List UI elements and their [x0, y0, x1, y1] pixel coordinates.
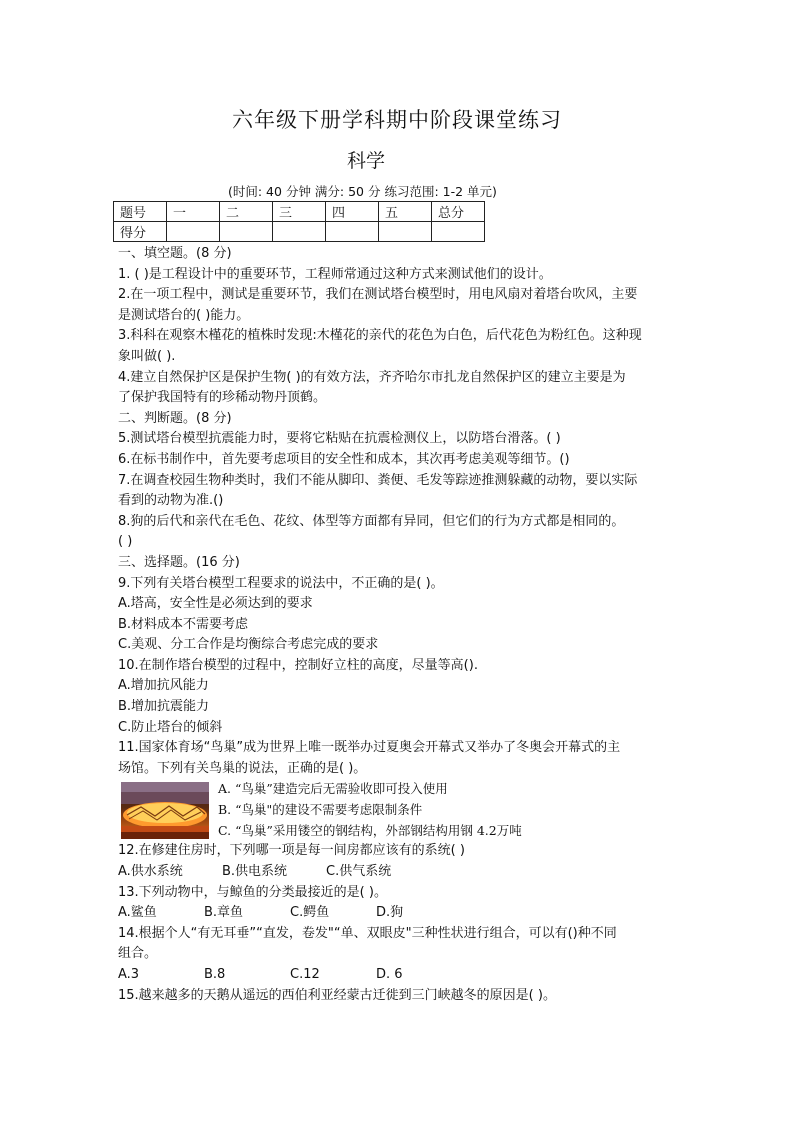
question-4: 4.建立自然保护区是保护生物( )的有效方法，齐齐哈尔市扎龙自然保护区的建立主要是为	[118, 369, 626, 385]
option: B.章鱼	[204, 905, 244, 921]
option: C. “鸟巢”采用镂空的钢结构，外部钢结构用钢 4.2万吨	[218, 822, 522, 838]
question-8-cont: ( )	[118, 534, 133, 550]
option: D. 6	[376, 967, 403, 982]
exam-content	[118, 244, 678, 1006]
option: B. “鸟巢"的建设不需要考虑限制条件	[218, 802, 423, 818]
option: A.增加抗风能力	[118, 678, 209, 694]
question-12: 12.在修建住房时，下列哪一项是每一间房都应该有的系统( )	[118, 843, 465, 859]
bird-nest-options	[218, 779, 522, 841]
question-7-cont: 看到的动物为准.()	[118, 493, 224, 509]
stadium-illustration	[121, 782, 209, 839]
option: D.狗	[376, 905, 404, 921]
section-heading: 二、判断题。(8 分)	[118, 410, 232, 426]
option: A. “鸟巢”建造完后无需验收即可投入使用	[218, 781, 448, 797]
exam-meta: (时间: 40 分钟 满分: 50 分 练习范围: 1-2 单元)	[228, 184, 497, 199]
question-3-cont: 象叫做( ).	[118, 348, 176, 364]
option: B.材料成本不需要考虑	[118, 616, 249, 632]
question-11: 11.国家体育场“鸟巢”成为世界上唯一既举办过夏奥会开幕式又举办了冬奥会开幕式的主	[118, 740, 621, 756]
question-15: 15.越来越多的天鹅从遥远的西伯利亚经蒙古迁徙到三门峡越冬的原因是( )。	[118, 987, 556, 1003]
option: B.增加抗震能力	[118, 699, 210, 715]
question-7: 7.在调查校园生物种类时，我们不能从脚印、粪便、毛发等踪迹推测躲藏的动物，要以实际	[118, 472, 638, 488]
section-heading: 一、填空题。(8 分)	[118, 246, 232, 261]
score-header-cell: 五	[379, 202, 432, 222]
question-12-options	[118, 862, 678, 883]
option: A.鲨鱼	[118, 905, 157, 921]
exam-title: 六年级下册学科期中阶段课堂练习	[232, 108, 562, 132]
question-6: 6.在标书制作中，首先要考虑项目的安全性和成本，其次再考虑美观等细节。()	[118, 451, 570, 467]
option: A.3	[118, 967, 140, 982]
section-heading: 三、选择题。(16 分)	[118, 554, 240, 570]
score-header-row	[114, 202, 485, 222]
option: C.12	[290, 967, 320, 982]
question-10: 10.在制作塔台模型的过程中，控制好立柱的高度，尽量等高().	[118, 657, 478, 673]
score-cell[interactable]	[273, 222, 326, 242]
question-2-cont: 是测试塔台的( )能力。	[118, 307, 250, 323]
option: A.塔高，安全性是必须达到的要求	[118, 596, 313, 612]
option: B.8	[204, 967, 226, 982]
question-9: 9.下列有关塔台模型工程要求的说法中，不正确的是( )。	[118, 575, 444, 591]
score-header-cell: 题号	[114, 202, 167, 222]
option: A.供水系统	[118, 864, 183, 880]
bird-nest-question-block	[118, 779, 678, 841]
option: C.鳄鱼	[290, 905, 330, 921]
score-row	[114, 222, 485, 242]
score-header-cell: 二	[220, 202, 273, 222]
score-header-cell: 一	[167, 202, 220, 222]
score-cell[interactable]	[379, 222, 432, 242]
score-cell[interactable]	[326, 222, 379, 242]
question-14-options	[118, 965, 678, 986]
question-13-options	[118, 903, 678, 924]
bird-nest-stadium-image	[121, 782, 209, 839]
question-13: 13.下列动物中，与鲸鱼的分类最接近的是( )。	[118, 884, 387, 900]
subject-title: 科学	[346, 150, 385, 172]
score-table	[113, 201, 485, 242]
score-cell[interactable]	[220, 222, 273, 242]
score-header-cell: 总分	[432, 202, 485, 222]
question-5: 5.测试塔台模型抗震能力时，要将它粘贴在抗震检测仪上，以防塔台滑落。( )	[118, 431, 561, 447]
option: C.防止塔台的倾斜	[118, 719, 223, 735]
question-3: 3.科科在观察木槿花的植株时发现:木槿花的亲代的花色为白色，后代花色为粉红色。这种现	[118, 328, 642, 344]
option: C.供气系统	[326, 864, 392, 880]
score-cell[interactable]	[167, 222, 220, 242]
question-14: 14.根据个人“有无耳垂”“直发，卷发"“单、双眼皮"三种性状进行组合，可以有()种不同	[118, 925, 617, 941]
question-14-cont: 组合。	[118, 946, 158, 962]
question-2: 2.在一项工程中，测试是重要环节，我们在测试塔台模型时，用电风扇对着塔台吹风，主要	[118, 287, 638, 303]
option: C.美观、分工合作是均衡综合考虑完成的要求	[118, 637, 379, 653]
question-1: 1. ( )是工程设计中的重要环节，工程师常通过这种方式来测试他们的设计。	[118, 266, 552, 282]
score-header-cell: 四	[326, 202, 379, 222]
score-header-cell: 三	[273, 202, 326, 222]
question-11-cont: 场馆。下列有关鸟巢的说法，正确的是( )。	[118, 760, 367, 776]
score-row-label: 得分	[114, 222, 167, 242]
option: B.供电系统	[222, 864, 288, 880]
question-8: 8.狗的后代和亲代在毛色、花纹、体型等方面都有异同，但它们的行为方式都是相同的。	[118, 513, 625, 529]
question-4-cont: 了保护我国特有的珍稀动物丹顶鹤。	[118, 390, 327, 406]
score-cell[interactable]	[432, 222, 485, 242]
